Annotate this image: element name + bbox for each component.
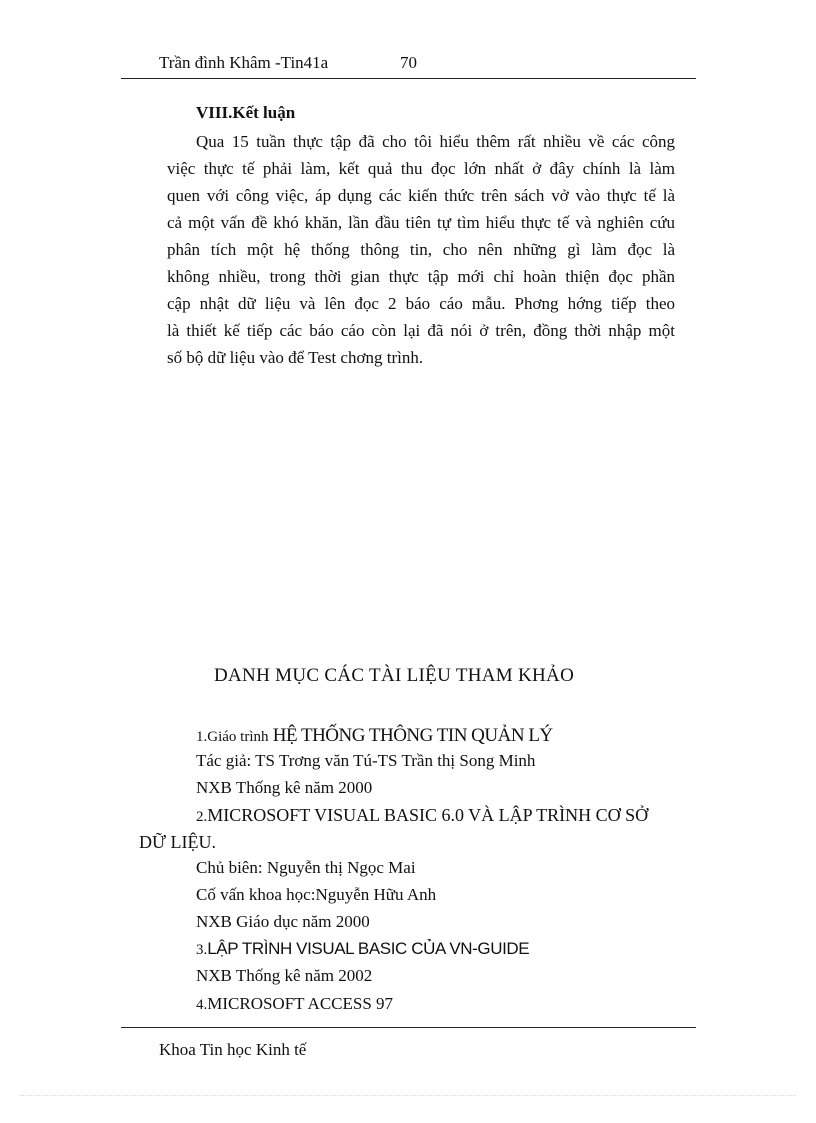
- reference-2-publisher: NXB Giáo dục năm 2000: [196, 912, 370, 931]
- page-number: 70: [400, 53, 417, 72]
- reference-2-title-cont: DỮ LIỆU.: [139, 832, 216, 852]
- reference-label: Giáo trình: [207, 729, 269, 745]
- reference-4-heading: [196, 994, 393, 1014]
- reference-2-advisor: Cố vấn khoa học:Nguyễn Hữu Anh: [196, 885, 437, 904]
- reference-2-heading: [196, 805, 648, 826]
- reference-number: 1.: [196, 729, 208, 745]
- footer-rule: [121, 1027, 696, 1028]
- paragraph-line: số bộ dữ liệu vào để Test chơng trình.: [167, 348, 424, 367]
- reference-number: 2.: [196, 809, 208, 825]
- reference-title: HỆ THỐNG THÔNG TIN QUẢN LÝ: [272, 725, 553, 746]
- paragraph-line: phân tích một hệ thống thông tin, cho nên những gì làm đọc là: [167, 240, 675, 259]
- reference-number: 3.: [196, 942, 208, 958]
- reference-3-publisher: NXB Thống kê năm 2002: [196, 966, 373, 985]
- reference-title: MICROSOFT ACCESS 97: [207, 994, 394, 1013]
- reference-title: MICROSOFT VISUAL BASIC 6.0 VÀ LẬP TRÌNH CƠ SỞ: [207, 805, 649, 825]
- paragraph-line: quen với công việc, áp dụng các kiến thức trên sách vở vào thực tế là: [167, 186, 675, 205]
- footer-text: Khoa Tin học Kinh tế: [159, 1040, 307, 1059]
- reference-1-heading: [196, 725, 553, 747]
- header-rule: [121, 78, 696, 79]
- page-edge-dots: [20, 1095, 796, 1096]
- paragraph-line: là thiết kế tiếp các báo cáo còn lại đã nói ở trên, đồng thời nhập một: [167, 321, 675, 340]
- reference-1-publisher: NXB Thống kê năm 2000: [196, 778, 373, 797]
- section-title: VIII.Kết luận: [196, 103, 296, 122]
- conclusion-paragraph: [167, 128, 675, 371]
- paragraph-line: việc thực tế phải làm, kết quả thu đọc lớn nhất ở đây chính là làm: [167, 159, 675, 178]
- paragraph-line: không nhiều, trong thời gian thực tập mới chỉ hoàn thiện đọc phần: [167, 267, 675, 286]
- reference-1-authors: Tác giả: TS Trơng văn Tú-TS Trần thị Song Minh: [196, 751, 536, 770]
- paragraph-line: cả một vấn đề khó khăn, lần đầu tiên tự tìm hiểu thực tế và nghiên cứu: [167, 213, 675, 232]
- paragraph-line: Qua 15 tuần thực tập đã cho tôi hiểu thêm rất nhiều về các công: [196, 132, 675, 151]
- paragraph-line: cập nhật dữ liệu và lên đọc 2 báo cáo mẫu. Phơng hớng tiếp theo: [167, 294, 675, 313]
- reference-3-heading: [196, 939, 529, 959]
- reference-title: LẬP TRÌNH VISUAL BASIC CỦA VN-GUIDE: [207, 939, 530, 958]
- header-author: Trần đình Khâm -Tin41a: [159, 53, 329, 72]
- reference-number: 4.: [196, 997, 208, 1013]
- references-title: DANH MỤC CÁC TÀI LIỆU THAM KHẢO: [214, 665, 575, 686]
- reference-2-editor: Chủ biên: Nguyễn thị Ngọc Mai: [196, 858, 416, 877]
